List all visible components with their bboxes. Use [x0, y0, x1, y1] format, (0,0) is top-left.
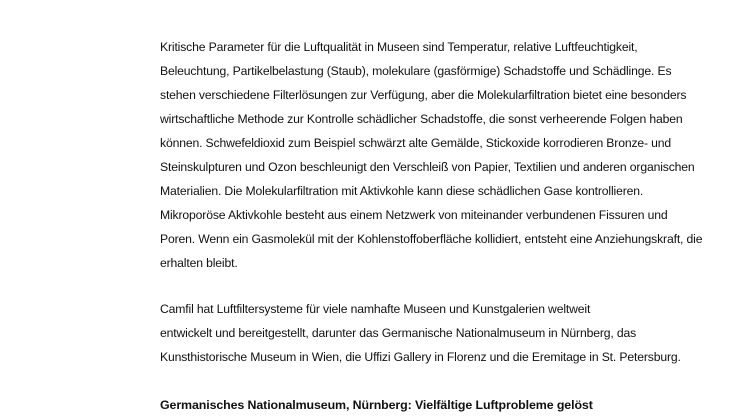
text-line: Beleuchtung, Partikelbelastung (Staub), molekulare (gasförmige) Schadstoffe und Schädlinge. Es [160, 64, 672, 78]
section-heading: Germanisches Nationalmuseum, Nürnberg: Vielfältige Luftprobleme gelöst [160, 398, 593, 412]
text-line: Mikroporöse Aktivkohle besteht aus einem Netzwerk von miteinander verbundenen Fissuren und [160, 208, 668, 222]
text-line: Poren. Wenn ein Gasmolekül mit der Kohlenstoffoberfläche kollidiert, entsteht eine Anziehungskraft, die [160, 232, 703, 246]
text-line: wirtschaftliche Methode zur Kontrolle schädlicher Schadstoffe, die sonst verheerende Folgen haben [160, 112, 683, 126]
text-line: Materialien. Die Molekularfiltration mit Aktivkohle kann diese schädlichen Gase kontrollieren. [160, 184, 644, 198]
text-line: können. Schwefeldioxid zum Beispiel schwärzt alte Gemälde, Stickoxide korrodieren Bronze- und [160, 136, 672, 150]
text-line: Kritische Parameter für die Luftqualität in Museen sind Temperatur, relative Luftfeuchtigkeit, [160, 40, 638, 54]
text-line: Camfil hat Luftfiltersysteme für viele namhafte Museen und Kunstgalerien weltweit [160, 302, 591, 316]
text-line: stehen verschiedene Filterlösungen zur Verfügung, aber die Molekularfiltration bietet eine besonders [160, 88, 687, 102]
text-line: Kunsthistorische Museum in Wien, die Uffizi Gallery in Florenz und die Eremitage in St. Petersburg. [160, 350, 681, 364]
text-line: Steinskulpturen und Ozon beschleunigt den Verschleiß von Papier, Textilien und anderen organischen [160, 160, 695, 174]
text-line: erhalten bleibt. [160, 256, 238, 270]
text-line: entwickelt und bereitgestellt, darunter das Germanische Nationalmuseum in Nürnberg, das [160, 326, 637, 340]
